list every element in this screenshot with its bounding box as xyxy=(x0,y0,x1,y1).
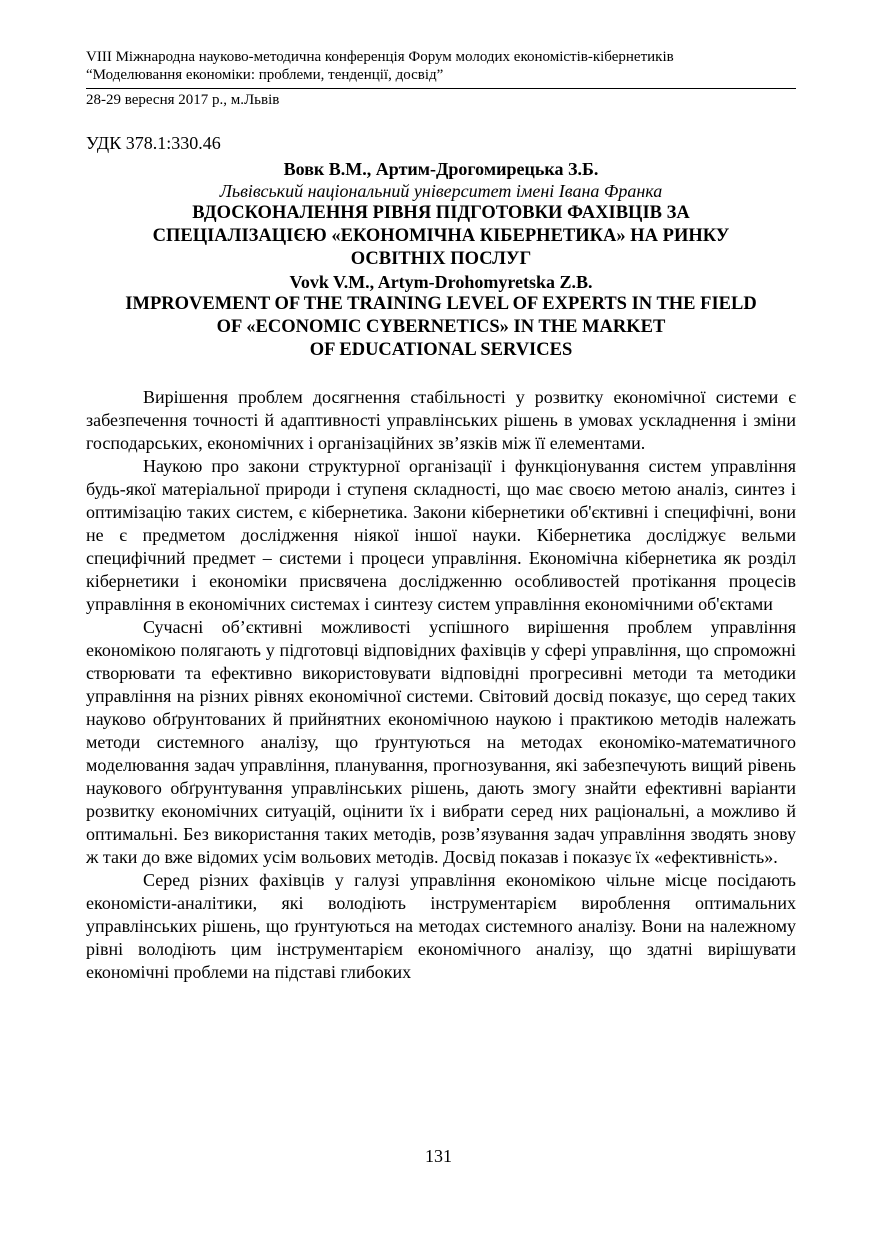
title-ukrainian-line: ОСВІТНІХ ПОСЛУГ xyxy=(350,249,532,269)
title-english-line: OF EDUCATIONAL SERVICES xyxy=(309,340,573,360)
document-page xyxy=(86,48,796,984)
author-affiliation: Львівський національний університет імені Івана Франка xyxy=(219,181,663,201)
authors-english: Vovk V.M., Artym-Drohomyretska Z.B. xyxy=(289,272,593,292)
body-paragraph: Наукою про закони структурної організації і функціонування систем управління будь-якої матеріальної природи і ступеня складності, що має своєю метою аналіз, синтез і оптимізацію таких систем, є кібернетика. Закони кібернетики об'єктивні і специфічні, вони не є предметом дослідження ніякої іншої науки. Кібернетика досліджує вельми специфічний предмет – системи і процеси управління. Економічна кібернетика як розділ кібернетики і економіки присвячена дослідженню особливостей протікання процесів управління в економічних системах і синтезу систем управління економічними об'єктами xyxy=(86,456,796,614)
page-number: 131 xyxy=(425,1146,452,1166)
article-body xyxy=(86,386,796,984)
udk-code: УДК 378.1:330.46 xyxy=(86,133,221,153)
body-paragraph: Серед різних фахівців у галузі управління економікою чільне місце посідають економісти-аналітики, які володіють інструментарієм вироблення оптимальних управлінських рішень, що ґрунтуються на методах системного аналізу. Вони на належному рівні володіють цим інструментарієм економічного аналізу, що здатні вирішувати економічні проблеми на підставі глибоких xyxy=(86,870,796,982)
header-conference-line: VIII Міжнародна науково-методична конференція Форум молодих економістів-кібернетиків xyxy=(86,49,674,65)
body-paragraph: Сучасні об’єктивні можливості успішного вирішення проблем управління економікою полягають у підготовці відповідних фахівців у сфері управління, що спроможні створювати та ефективно використовувати відповідні прогресивні методи та методики управління на різних рівнях економічної системи. Світовий досвід показує, що серед таких науково обґрунтованих й прийнятних економічною наукою і практикою методів належать методи системного аналізу, що ґрунтуються на методах економіко-математичного моделювання задач управління, планування, прогнозування, які забезпечують вищий рівень наукового обґрунтування управлінських рішень, дають змогу знайти ефективні варіанти розвитку економічних ситуацій, оцінити їх і вибрати серед них раціональні, а можливо й оптимальні. Без використання таких методів, розв’язування задач управління зводять знову ж таки до вже відомих усім вольових методів. Досвід показав і показує їх «ефективність». xyxy=(86,617,796,867)
title-ukrainian-line: ВДОСКОНАЛЕННЯ РІВНЯ ПІДГОТОВКИ ФАХІВЦІВ ЗА xyxy=(192,203,690,223)
title-ukrainian xyxy=(86,202,796,271)
header-conference-subtitle: “Моделювання економіки: проблеми, тенденції, досвід” xyxy=(86,67,444,83)
authors-ukrainian: Вовк В.М., Артим-Дрогомирецька З.Б. xyxy=(283,159,599,179)
body-paragraph: Вирішення проблем досягнення стабільності у розвитку економічної системи є забезпечення точності й адаптивності управлінських рішень в умовах ускладнення і зміни господарських, економічних і організаційних зв’язків між її елементами. xyxy=(86,387,796,453)
running-header xyxy=(86,48,796,109)
header-divider xyxy=(86,88,796,89)
header-date: 28-29 вересня 2017 р., м.Львів xyxy=(86,92,280,108)
title-english-line: IMPROVEMENT OF THE TRAINING LEVEL OF EXPERTS IN THE FIELD xyxy=(125,294,757,314)
title-ukrainian-line: СПЕЦІАЛІЗАЦІЄЮ «ЕКОНОМІЧНА КІБЕРНЕТИКА» НА РИНКУ xyxy=(152,226,730,246)
title-english xyxy=(86,293,796,362)
title-english-line: OF «ECONOMIC CYBERNETICS» IN THE MARKET xyxy=(216,317,666,337)
